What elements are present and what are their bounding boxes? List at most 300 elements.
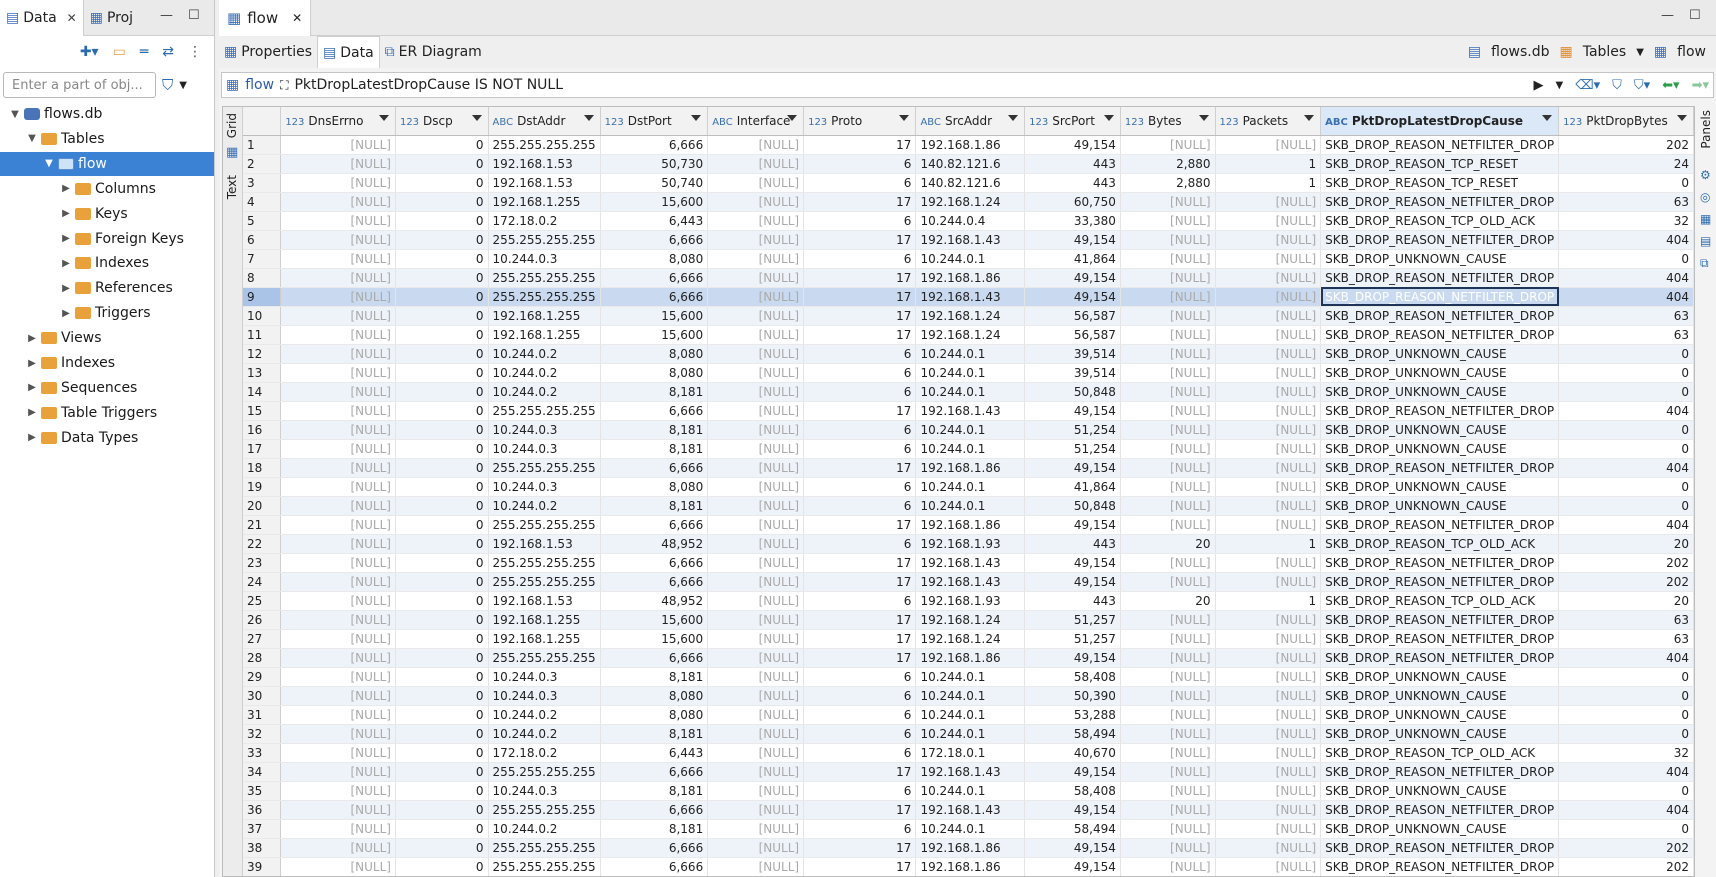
table-row[interactable]	[243, 838, 1694, 857]
table-cell[interactable]: 192.168.1.43	[916, 401, 1025, 420]
table-cell[interactable]: [NULL]	[1215, 648, 1321, 667]
table-cell[interactable]: 10.244.0.1	[916, 686, 1025, 705]
table-cell[interactable]: 0	[395, 515, 488, 534]
table-cell[interactable]: 0	[395, 287, 488, 306]
sort-dropdown-icon[interactable]	[472, 115, 482, 121]
table-cell[interactable]: 17	[804, 648, 916, 667]
table-cell[interactable]: 6,666	[600, 230, 708, 249]
table-cell[interactable]: 255.255.255.255	[488, 762, 600, 781]
row-number[interactable]: 2	[243, 154, 281, 173]
table-cell[interactable]: 41,864	[1025, 249, 1121, 268]
table-cell[interactable]: 8,181	[600, 819, 708, 838]
text-mode-tab[interactable]: Text	[225, 175, 239, 200]
row-number[interactable]: 17	[243, 439, 281, 458]
table-cell[interactable]: 8,181	[600, 781, 708, 800]
column-header[interactable]	[1559, 107, 1694, 135]
table-row[interactable]	[243, 857, 1694, 876]
table-cell[interactable]: 10.244.0.1	[916, 344, 1025, 363]
table-cell[interactable]: 10.244.0.1	[916, 705, 1025, 724]
table-cell[interactable]: 6	[804, 819, 916, 838]
table-cell[interactable]: [NULL]	[708, 420, 804, 439]
table-cell[interactable]: [NULL]	[1120, 724, 1215, 743]
table-cell[interactable]: 48,952	[600, 591, 708, 610]
table-cell[interactable]: 6	[804, 724, 916, 743]
table-cell[interactable]: 6,666	[600, 857, 708, 876]
table-cell[interactable]: 0	[395, 629, 488, 648]
row-number[interactable]: 4	[243, 192, 281, 211]
table-cell[interactable]: [NULL]	[1120, 401, 1215, 420]
tree-item[interactable]	[0, 152, 214, 176]
table-cell[interactable]: 192.168.1.53	[488, 154, 600, 173]
table-cell[interactable]: [NULL]	[1215, 458, 1321, 477]
table-cell[interactable]: 0	[395, 800, 488, 819]
table-cell[interactable]: 6,666	[600, 553, 708, 572]
table-cell[interactable]: 10.244.0.3	[488, 420, 600, 439]
table-cell[interactable]: 24	[1559, 154, 1694, 173]
table-cell[interactable]: 0	[395, 211, 488, 230]
table-row[interactable]	[243, 762, 1694, 781]
table-cell[interactable]: [NULL]	[708, 192, 804, 211]
table-cell[interactable]: [NULL]	[1120, 553, 1215, 572]
table-cell[interactable]: 404	[1559, 648, 1694, 667]
table-cell[interactable]: 49,154	[1025, 268, 1121, 287]
table-cell[interactable]: 255.255.255.255	[488, 230, 600, 249]
row-number[interactable]: 19	[243, 477, 281, 496]
table-cell[interactable]: 140.82.121.6	[916, 173, 1025, 192]
table-cell[interactable]: 443	[1025, 154, 1121, 173]
table-cell[interactable]: [NULL]	[1215, 325, 1321, 344]
table-cell[interactable]: [NULL]	[1215, 211, 1321, 230]
expand-icon[interactable]: ⛶	[280, 77, 289, 92]
table-cell[interactable]: 0	[395, 363, 488, 382]
table-cell[interactable]: 17	[804, 268, 916, 287]
column-header[interactable]	[1025, 107, 1121, 135]
table-cell[interactable]: SKB_DROP_UNKNOWN_CAUSE	[1321, 819, 1559, 838]
table-cell[interactable]: 255.255.255.255	[488, 572, 600, 591]
chevron-right-icon[interactable]: ▶	[62, 307, 70, 319]
table-cell[interactable]: SKB_DROP_REASON_NETFILTER_DROP	[1321, 838, 1559, 857]
table-cell[interactable]: [NULL]	[1120, 325, 1215, 344]
panel-icon[interactable]: ▤	[1700, 234, 1712, 248]
table-cell[interactable]: [NULL]	[1215, 477, 1321, 496]
chevron-down-icon[interactable]: ▼	[11, 108, 19, 120]
table-cell[interactable]: 17	[804, 401, 916, 420]
table-cell[interactable]: 10.244.0.2	[488, 344, 600, 363]
table-cell[interactable]: SKB_DROP_UNKNOWN_CAUSE	[1321, 420, 1559, 439]
table-cell[interactable]: SKB_DROP_UNKNOWN_CAUSE	[1321, 781, 1559, 800]
row-number[interactable]: 32	[243, 724, 281, 743]
table-cell[interactable]: 10.244.0.3	[488, 477, 600, 496]
grid-mode-tab[interactable]: Grid	[225, 113, 239, 139]
table-cell[interactable]: [NULL]	[1120, 268, 1215, 287]
table-cell[interactable]: [NULL]	[1120, 439, 1215, 458]
table-cell[interactable]: [NULL]	[281, 857, 396, 876]
table-cell[interactable]: SKB_DROP_UNKNOWN_CAUSE	[1321, 382, 1559, 401]
table-row[interactable]	[243, 743, 1694, 762]
table-cell[interactable]: 6,666	[600, 458, 708, 477]
table-cell[interactable]: 192.168.1.53	[488, 534, 600, 553]
table-cell[interactable]: SKB_DROP_REASON_TCP_OLD_ACK	[1321, 534, 1559, 553]
table-row[interactable]	[243, 591, 1694, 610]
table-cell[interactable]: 20	[1559, 534, 1694, 553]
sort-dropdown-icon[interactable]	[584, 115, 594, 121]
sort-dropdown-icon[interactable]	[1304, 115, 1314, 121]
table-cell[interactable]: 63	[1559, 610, 1694, 629]
table-cell[interactable]: SKB_DROP_UNKNOWN_CAUSE	[1321, 496, 1559, 515]
table-row[interactable]	[243, 819, 1694, 838]
tab-projects[interactable]	[84, 0, 139, 36]
table-row[interactable]	[243, 325, 1694, 344]
table-cell[interactable]: [NULL]	[1215, 743, 1321, 762]
table-cell[interactable]: [NULL]	[281, 724, 396, 743]
table-cell[interactable]: 6	[804, 591, 916, 610]
table-cell[interactable]: 0	[1559, 724, 1694, 743]
table-cell[interactable]: 0	[1559, 496, 1694, 515]
close-icon[interactable]: ✕	[66, 10, 77, 25]
table-cell[interactable]: 404	[1559, 762, 1694, 781]
table-cell[interactable]: 20	[1559, 591, 1694, 610]
table-cell[interactable]: [NULL]	[281, 496, 396, 515]
table-cell[interactable]: [NULL]	[1120, 629, 1215, 648]
table-cell[interactable]: 192.168.1.93	[916, 534, 1025, 553]
table-cell[interactable]: 192.168.1.86	[916, 135, 1025, 154]
table-cell[interactable]: SKB_DROP_REASON_TCP_OLD_ACK	[1321, 211, 1559, 230]
table-cell[interactable]: SKB_DROP_REASON_NETFILTER_DROP	[1321, 306, 1559, 325]
table-cell[interactable]: 51,257	[1025, 610, 1121, 629]
table-cell[interactable]: 8,181	[600, 439, 708, 458]
table-row[interactable]	[243, 306, 1694, 325]
table-cell[interactable]: [NULL]	[281, 477, 396, 496]
table-cell[interactable]: 10.244.0.1	[916, 420, 1025, 439]
table-cell[interactable]: 63	[1559, 192, 1694, 211]
table-cell[interactable]: 8,080	[600, 363, 708, 382]
table-cell[interactable]: 6	[804, 439, 916, 458]
table-cell[interactable]: [NULL]	[708, 287, 804, 306]
table-cell[interactable]: 443	[1025, 591, 1121, 610]
column-header[interactable]	[488, 107, 600, 135]
table-cell[interactable]: 192.168.1.86	[916, 458, 1025, 477]
back-arrow-icon[interactable]: ⬅▾	[1662, 77, 1680, 93]
table-cell[interactable]: 10.244.0.4	[916, 211, 1025, 230]
table-cell[interactable]: 17	[804, 192, 916, 211]
table-cell[interactable]: 1	[1215, 173, 1321, 192]
table-cell[interactable]: 443	[1025, 173, 1121, 192]
table-cell[interactable]: [NULL]	[281, 344, 396, 363]
table-cell[interactable]: 255.255.255.255	[488, 458, 600, 477]
table-cell[interactable]: [NULL]	[1215, 838, 1321, 857]
panel-icon[interactable]: ⧉	[1700, 256, 1709, 270]
erase-icon[interactable]: ⌫▾	[1575, 77, 1601, 93]
breadcrumb-db[interactable]: flows.db	[1491, 44, 1550, 60]
table-cell[interactable]: 41,864	[1025, 477, 1121, 496]
table-cell[interactable]: 50,848	[1025, 382, 1121, 401]
table-cell[interactable]: [NULL]	[708, 857, 804, 876]
table-cell[interactable]: 17	[804, 135, 916, 154]
panel-icon[interactable]: ▦	[1700, 212, 1712, 226]
table-row[interactable]	[243, 382, 1694, 401]
table-cell[interactable]: 0	[395, 857, 488, 876]
column-header[interactable]	[1321, 107, 1559, 135]
table-cell[interactable]: 404	[1559, 458, 1694, 477]
table-cell[interactable]: 192.168.1.24	[916, 192, 1025, 211]
tree-item[interactable]	[59, 251, 149, 275]
table-cell[interactable]: 404	[1559, 230, 1694, 249]
forward-arrow-icon[interactable]: ➡▾	[1691, 77, 1709, 93]
table-cell[interactable]: [NULL]	[1215, 439, 1321, 458]
table-row[interactable]	[243, 705, 1694, 724]
table-cell[interactable]: [NULL]	[708, 325, 804, 344]
table-cell[interactable]: SKB_DROP_UNKNOWN_CAUSE	[1321, 686, 1559, 705]
table-cell[interactable]: 0	[395, 325, 488, 344]
table-cell[interactable]: 0	[1559, 173, 1694, 192]
table-cell[interactable]: [NULL]	[708, 591, 804, 610]
table-cell[interactable]: 255.255.255.255	[488, 135, 600, 154]
table-cell[interactable]: [NULL]	[1120, 686, 1215, 705]
table-cell[interactable]: [NULL]	[1120, 819, 1215, 838]
table-cell[interactable]: 6,666	[600, 268, 708, 287]
sort-dropdown-icon[interactable]	[1008, 115, 1018, 121]
table-cell[interactable]: 0	[1559, 705, 1694, 724]
table-row[interactable]	[243, 686, 1694, 705]
table-row[interactable]	[243, 572, 1694, 591]
table-cell[interactable]: 17	[804, 800, 916, 819]
table-cell[interactable]: 0	[1559, 344, 1694, 363]
link-icon[interactable]: ⇄	[162, 44, 174, 60]
row-number[interactable]: 35	[243, 781, 281, 800]
table-cell[interactable]: 443	[1025, 534, 1121, 553]
table-row[interactable]	[243, 401, 1694, 420]
table-cell[interactable]: [NULL]	[708, 249, 804, 268]
table-cell[interactable]: 32	[1559, 743, 1694, 762]
table-cell[interactable]: 17	[804, 838, 916, 857]
table-cell[interactable]: 0	[395, 610, 488, 629]
grid-icon[interactable]: ▦	[226, 145, 239, 160]
panel-icon[interactable]: ◎	[1700, 190, 1711, 204]
table-cell[interactable]: 8,181	[600, 382, 708, 401]
table-cell[interactable]: [NULL]	[1215, 363, 1321, 382]
table-row[interactable]	[243, 781, 1694, 800]
table-cell[interactable]: 0	[395, 192, 488, 211]
more-icon[interactable]: ⋮	[188, 44, 202, 60]
chevron-down-icon[interactable]: ▼	[1636, 46, 1644, 58]
table-cell[interactable]: 0	[1559, 781, 1694, 800]
table-cell[interactable]: [NULL]	[1120, 705, 1215, 724]
table-row[interactable]	[243, 287, 1694, 306]
table-cell[interactable]: 192.168.1.43	[916, 762, 1025, 781]
table-cell[interactable]: 17	[804, 306, 916, 325]
table-cell[interactable]: 51,257	[1025, 629, 1121, 648]
table-cell[interactable]: 53,288	[1025, 705, 1121, 724]
column-header[interactable]	[708, 107, 804, 135]
table-cell[interactable]: 17	[804, 610, 916, 629]
table-cell[interactable]: SKB_DROP_REASON_NETFILTER_DROP	[1321, 401, 1559, 420]
table-cell[interactable]: 49,154	[1025, 135, 1121, 154]
table-cell[interactable]: [NULL]	[1215, 781, 1321, 800]
table-cell[interactable]: [NULL]	[1120, 287, 1215, 306]
table-cell[interactable]: [NULL]	[1120, 800, 1215, 819]
table-cell[interactable]: SKB_DROP_REASON_NETFILTER_DROP	[1321, 800, 1559, 819]
table-cell[interactable]: [NULL]	[281, 230, 396, 249]
table-cell[interactable]: 17	[804, 572, 916, 591]
table-cell[interactable]: [NULL]	[708, 135, 804, 154]
table-cell[interactable]: 0	[395, 306, 488, 325]
row-number[interactable]: 26	[243, 610, 281, 629]
table-cell[interactable]: 6	[804, 249, 916, 268]
tree-item[interactable]	[25, 326, 102, 350]
table-cell[interactable]: 140.82.121.6	[916, 154, 1025, 173]
table-cell[interactable]: [NULL]	[1120, 382, 1215, 401]
table-cell[interactable]: 1	[1215, 591, 1321, 610]
column-header[interactable]	[1120, 107, 1215, 135]
table-cell[interactable]: [NULL]	[1120, 667, 1215, 686]
table-cell[interactable]: 8,181	[600, 496, 708, 515]
table-cell[interactable]: 6,666	[600, 401, 708, 420]
table-cell[interactable]: [NULL]	[281, 401, 396, 420]
table-cell[interactable]: 0	[1559, 686, 1694, 705]
table-cell[interactable]: 0	[1559, 382, 1694, 401]
table-cell[interactable]: [NULL]	[1215, 686, 1321, 705]
table-cell[interactable]: SKB_DROP_REASON_NETFILTER_DROP	[1321, 135, 1559, 154]
table-row[interactable]	[243, 800, 1694, 819]
table-cell[interactable]: 6,666	[600, 838, 708, 857]
row-number[interactable]: 10	[243, 306, 281, 325]
table-cell[interactable]: 10.244.0.2	[488, 496, 600, 515]
table-cell[interactable]: 0	[395, 401, 488, 420]
column-header[interactable]	[395, 107, 488, 135]
table-cell[interactable]: [NULL]	[1120, 477, 1215, 496]
table-cell[interactable]: 0	[1559, 249, 1694, 268]
table-cell[interactable]: [NULL]	[1120, 135, 1215, 154]
table-cell[interactable]: [NULL]	[1120, 857, 1215, 876]
table-cell[interactable]: 0	[395, 762, 488, 781]
table-cell[interactable]: 10.244.0.1	[916, 477, 1025, 496]
table-cell[interactable]: 255.255.255.255	[488, 857, 600, 876]
table-cell[interactable]: [NULL]	[708, 610, 804, 629]
table-cell[interactable]: 50,848	[1025, 496, 1121, 515]
table-cell[interactable]: 6,443	[600, 743, 708, 762]
row-number[interactable]: 38	[243, 838, 281, 857]
table-cell[interactable]: 10.244.0.1	[916, 819, 1025, 838]
tree-item[interactable]	[25, 376, 137, 400]
table-cell[interactable]: [NULL]	[1215, 344, 1321, 363]
table-row[interactable]	[243, 173, 1694, 192]
table-cell[interactable]: 0	[395, 420, 488, 439]
table-cell[interactable]: 0	[395, 648, 488, 667]
tree-item[interactable]	[25, 426, 138, 450]
table-cell[interactable]: 10.244.0.1	[916, 724, 1025, 743]
table-row[interactable]	[243, 667, 1694, 686]
table-cell[interactable]: 10.244.0.1	[916, 249, 1025, 268]
table-cell[interactable]: 8,181	[600, 724, 708, 743]
tab-er-diagram[interactable]	[380, 36, 487, 68]
table-cell[interactable]: [NULL]	[281, 705, 396, 724]
table-cell[interactable]: [NULL]	[281, 610, 396, 629]
table-cell[interactable]: [NULL]	[1215, 268, 1321, 287]
table-cell[interactable]: [NULL]	[1215, 192, 1321, 211]
table-cell[interactable]: [NULL]	[281, 363, 396, 382]
table-cell[interactable]: [NULL]	[708, 268, 804, 287]
table-cell[interactable]: 6,666	[600, 648, 708, 667]
table-cell[interactable]: 0	[395, 553, 488, 572]
table-cell[interactable]: SKB_DROP_REASON_TCP_RESET	[1321, 154, 1559, 173]
table-cell[interactable]: SKB_DROP_REASON_NETFILTER_DROP	[1321, 572, 1559, 591]
table-cell[interactable]: 404	[1559, 515, 1694, 534]
table-cell[interactable]: 10.244.0.1	[916, 781, 1025, 800]
table-cell[interactable]: [NULL]	[281, 249, 396, 268]
column-header[interactable]	[1215, 107, 1321, 135]
table-cell[interactable]: 48,952	[600, 534, 708, 553]
row-number[interactable]: 14	[243, 382, 281, 401]
row-number[interactable]: 7	[243, 249, 281, 268]
filter-icon[interactable]: ⛉	[1612, 77, 1622, 93]
table-cell[interactable]: 15,600	[600, 629, 708, 648]
tab-data[interactable]	[0, 0, 84, 36]
column-header[interactable]	[804, 107, 916, 135]
table-cell[interactable]: [NULL]	[1215, 230, 1321, 249]
maximize-icon[interactable]: ☐	[1689, 8, 1701, 23]
table-cell[interactable]: 8,080	[600, 705, 708, 724]
table-cell[interactable]: [NULL]	[281, 306, 396, 325]
table-cell[interactable]: [NULL]	[708, 781, 804, 800]
table-cell[interactable]: 6	[804, 686, 916, 705]
table-cell[interactable]: [NULL]	[708, 458, 804, 477]
table-cell[interactable]: 15,600	[600, 610, 708, 629]
table-cell[interactable]: 192.168.1.43	[916, 553, 1025, 572]
table-cell[interactable]: 192.168.1.24	[916, 306, 1025, 325]
table-cell[interactable]: 6	[804, 173, 916, 192]
table-cell[interactable]: [NULL]	[1215, 515, 1321, 534]
chevron-right-icon[interactable]: ▶	[28, 407, 36, 419]
table-cell[interactable]: 404	[1559, 401, 1694, 420]
table-cell[interactable]: 6	[804, 496, 916, 515]
table-cell[interactable]: 404	[1559, 268, 1694, 287]
table-cell[interactable]: 10.244.0.3	[488, 686, 600, 705]
table-cell[interactable]: 58,408	[1025, 667, 1121, 686]
table-cell[interactable]: 0	[395, 838, 488, 857]
table-cell[interactable]: [NULL]	[708, 800, 804, 819]
row-number[interactable]: 31	[243, 705, 281, 724]
table-cell[interactable]: 6	[804, 363, 916, 382]
table-cell[interactable]: 172.18.0.1	[916, 743, 1025, 762]
table-cell[interactable]: [NULL]	[281, 743, 396, 762]
table-cell[interactable]: [NULL]	[281, 572, 396, 591]
table-cell[interactable]: SKB_DROP_REASON_NETFILTER_DROP	[1321, 648, 1559, 667]
table-cell[interactable]: 0	[395, 781, 488, 800]
table-cell[interactable]: 192.168.1.24	[916, 325, 1025, 344]
table-cell[interactable]: 192.168.1.255	[488, 325, 600, 344]
row-number[interactable]: 11	[243, 325, 281, 344]
table-cell[interactable]: 6,666	[600, 287, 708, 306]
table-cell[interactable]: 404	[1559, 800, 1694, 819]
table-cell[interactable]: [NULL]	[708, 667, 804, 686]
table-cell[interactable]: [NULL]	[1120, 515, 1215, 534]
table-cell[interactable]: 6	[804, 743, 916, 762]
table-cell[interactable]: 192.168.1.86	[916, 515, 1025, 534]
table-row[interactable]	[243, 458, 1694, 477]
table-cell[interactable]: 56,587	[1025, 325, 1121, 344]
table-cell[interactable]: [NULL]	[708, 629, 804, 648]
table-cell[interactable]: SKB_DROP_UNKNOWN_CAUSE	[1321, 363, 1559, 382]
table-cell[interactable]: 8,181	[600, 667, 708, 686]
table-cell[interactable]: [NULL]	[708, 439, 804, 458]
row-number[interactable]: 6	[243, 230, 281, 249]
breadcrumb-table[interactable]: flow	[1677, 44, 1706, 60]
row-number[interactable]: 25	[243, 591, 281, 610]
row-number[interactable]: 24	[243, 572, 281, 591]
table-cell[interactable]: 49,154	[1025, 401, 1121, 420]
table-cell[interactable]: 172.18.0.2	[488, 743, 600, 762]
table-cell[interactable]: 192.168.1.86	[916, 857, 1025, 876]
